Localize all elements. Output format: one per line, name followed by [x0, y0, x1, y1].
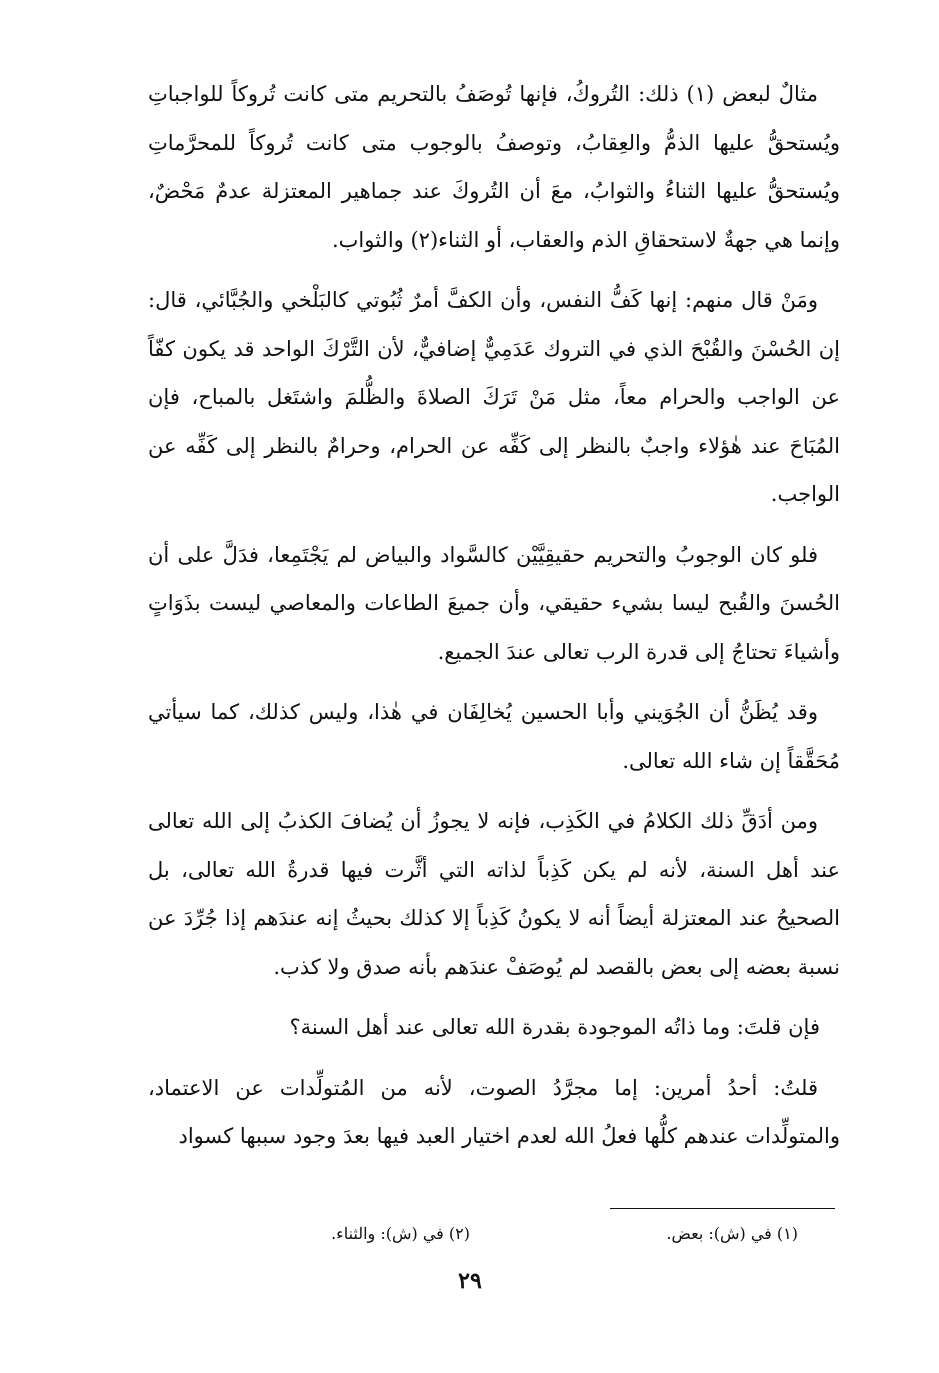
footnote-2: (٢) في (ش): والثناء. — [331, 1224, 470, 1243]
paragraph-7-answer: قلتُ: أحدُ أمرين: إما مجرَّدُ الصوت، لأنه من المُتولِّدات عن الاعتماد، والمتولِّدات عندهم كلُّها فعلُ الله لعدم اختيار العبد فيها بعدَ وجود سببها كسواد — [148, 1075, 840, 1148]
paragraph-5: ومن أدَقِّ ذلك الكلامُ في الكَذِب، فإنه لا يجوزُ أن يُضافَ الكذبُ إلى الله تعالى عند أهل السنة، لأنه لم يكن كَذِباً لذاته التي أثَّرت فيها قدرةُ الله تعالى، بل الصحيحُ عند المعتزلة أيضاً أنه لا يكونُ كَذِباً إلا كذلك بحيثُ إنه عندَهم إذا جُرِّدَ عن نسبة بعضه إلى بعض بالقصد لم يُوصَفْ عندَهم بأنه صدق ولا كذب. — [148, 809, 840, 979]
paragraph-1: مثالٌ لبعض (١) ذلك: التُروكُ، فإنها تُوصَفُ بالتحريم متى كانت تُروكاً للواجباتِ ويُستحقُّ عليها الذمُّ والعِقابُ، وتوصفُ بالوجوب متى كانت تُروكاً للمحرَّماتِ ويُستحقُّ عليها الثناءُ والثوابُ، معَ أن التُروكَ عند جماهير المعتزلة عدمٌ مَحْضٌ، وإنما هي جهةٌ لاستحقاقِ الذم والعقاب، أو الثناء(٢) والثواب. — [148, 82, 840, 252]
main-text — [148, 70, 840, 1173]
footnote-1: (١) في (ش): بعض. — [666, 1224, 798, 1243]
paragraph-4: وقد يُظَنُّ أن الجُوَيني وأبا الحسين يُخالِفَان في هٰذا، وليس كذلك، كما سيأتي مُحَقَّقاً إن شاء الله تعالى. — [148, 700, 840, 773]
page-number: ٢٩ — [458, 1268, 482, 1294]
paragraph-2: ومَنْ قال منهم: إنها كَفُّ النفس، وأن الكفَّ أمرٌ ثُبُوتي كالبَلْخي والجُبَّائي، قال: إن الحُسْنَ والقُبْحَ الذي في التروك عَدَمِيٌّ إضافيٌّ، لأن التَّرْكَ الواحد قد يكون كفّاً عن الواجب والحرام معاً، مثل مَنْ تَرَكَ الصلاةَ والظُّلمَ واشتَغل بالمباح، فإن المُبَاحَ عند هٰؤلاء واجبٌ بالنظر إلى كَفِّه عن الحرام، وحرامٌ بالنظر إلى كَفِّه عن الواجب. — [148, 288, 840, 506]
footnotes — [292, 1222, 798, 1252]
paragraph-6-question: فإن قلتَ: وما ذاتُه الموجودة بقدرة الله تعالى عند أهل السنة؟ — [289, 1015, 820, 1039]
paragraph-3: فلو كان الوجوبُ والتحريم حقيقِيَّيْن كالسَّواد والبياض لم يَجْتَمِعا، فدَلَّ على أن الحُسنَ والقُبح ليسا بشيء حقيقي، وأن جميعَ الطاعات والمعاصي ليست بذَوَاتٍ وأشياءَ تحتاجُ إلى قدرة الرب تعالى عندَ الجميع. — [148, 542, 840, 664]
footnote-separator — [610, 1208, 835, 1209]
